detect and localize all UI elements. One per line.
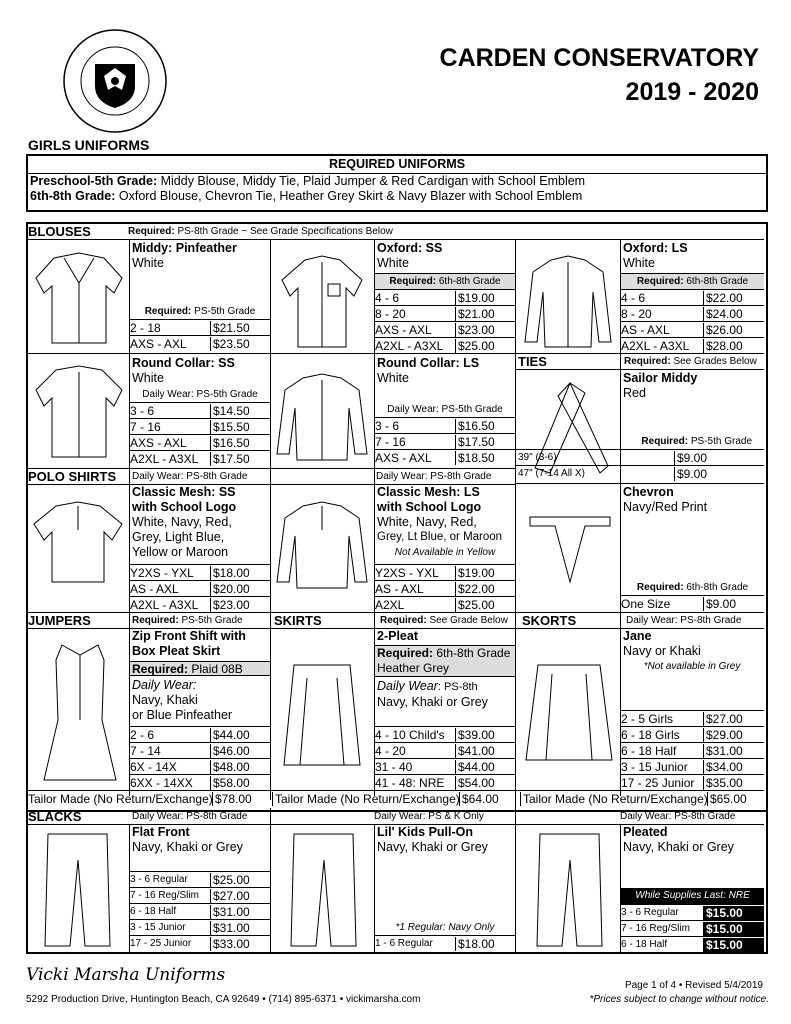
- price-row: [130, 887, 270, 903]
- price-row: [130, 774, 270, 790]
- size: 3 - 6 Regular: [130, 874, 188, 885]
- size: AXS - AXL: [130, 336, 187, 351]
- tailor-price: $78.00: [212, 792, 272, 806]
- section-heading: TIES: [518, 354, 547, 369]
- polo-ss-illustration: [32, 500, 124, 590]
- school-year: 2019 - 2020: [625, 78, 759, 106]
- price-row: [130, 450, 270, 466]
- daily-wear-note: Daily Wear: PS & K Only: [374, 811, 484, 822]
- size: 6 - 18 Half: [130, 906, 177, 917]
- jumper-illustration: [40, 640, 120, 790]
- tailor-label: Tailor Made (No Return/Exchange): [28, 792, 213, 806]
- req-label: Required:: [641, 436, 689, 447]
- tailor-label: Tailor Made (No Return/Exchange): [272, 792, 459, 806]
- required-title: REQUIRED UNIFORMS: [28, 156, 766, 174]
- size: 7 - 16: [375, 434, 406, 449]
- availability-note: Not Available in Yellow: [394, 547, 496, 558]
- daily-wear-note: Daily Wear: PS-5th Grade: [142, 389, 258, 400]
- size: 47" (7-14 All X): [518, 468, 585, 479]
- price-row: [130, 418, 270, 434]
- kids-note: *1 Regular: Navy Only: [395, 922, 495, 933]
- price: $21.50: [210, 321, 250, 335]
- price-row: [375, 417, 515, 433]
- tailor-label: Tailor Made (No Return/Exchange): [520, 792, 707, 806]
- price-row: [621, 758, 764, 774]
- size: 4 - 6: [621, 290, 646, 305]
- price: $54.00: [455, 776, 495, 790]
- req-text: See Grade Below: [426, 615, 508, 626]
- req-label: Required:: [377, 646, 434, 660]
- price-row: [130, 319, 270, 335]
- size: 2 - 6: [130, 727, 155, 742]
- section-title: GIRLS UNIFORMS: [28, 137, 150, 153]
- price-row: [375, 449, 515, 465]
- grade-label: Preschool-5th Grade:: [30, 174, 158, 188]
- price: $44.00: [210, 728, 250, 742]
- slacks-header: [28, 809, 764, 825]
- item-name: Box Pleat Skirt: [132, 644, 221, 658]
- section-heading: JUMPERS: [28, 613, 91, 628]
- col-divider: [515, 808, 516, 952]
- price: $29.00: [703, 728, 743, 742]
- price: $26.00: [703, 323, 743, 337]
- req-text: PS-5th Grade: [178, 615, 243, 626]
- size: 3 - 6: [130, 403, 155, 418]
- size: A2XL - A3XL: [130, 597, 199, 612]
- item-name: Pleated: [623, 825, 668, 839]
- size: AS - AXL: [375, 581, 424, 596]
- col-divider: [270, 808, 271, 952]
- price: $23.00: [210, 598, 250, 612]
- price-row: [621, 289, 764, 305]
- size: 3 - 15 Junior: [621, 759, 688, 774]
- price: $39.00: [455, 728, 495, 742]
- price-row: [621, 321, 764, 337]
- round-collar-ls-illustration: [275, 372, 370, 467]
- price: $19.00: [455, 566, 495, 580]
- req-text: Plaid 08B: [188, 662, 243, 676]
- price: $31.00: [210, 905, 250, 919]
- req-text: 6th-8th Grade: [433, 646, 511, 660]
- price-row: [375, 935, 515, 951]
- price: $23.50: [210, 337, 250, 351]
- school-name: CARDEN CONSERVATORY: [439, 44, 759, 72]
- price: $58.00: [210, 776, 250, 790]
- price-row: [130, 402, 270, 418]
- item-color: Navy, Khaki: [132, 693, 198, 707]
- item-name: Flat Front: [132, 825, 190, 839]
- polo-ls-illustration: [275, 500, 370, 595]
- req-label: Required:: [380, 615, 427, 626]
- section-heading: BLOUSES: [28, 224, 91, 239]
- size: 6XX - 14XX: [130, 775, 193, 790]
- size: 4 - 10 Child's: [375, 727, 445, 742]
- item-name: Round Collar: SS: [132, 356, 235, 370]
- req-label: Required:: [636, 276, 684, 287]
- price: $14.50: [210, 404, 250, 418]
- size: 17 - 25 Junior: [130, 938, 192, 949]
- price-row: [621, 936, 764, 952]
- round-collar-ss-illustration: [34, 362, 124, 467]
- size: AXS - AXL: [375, 450, 432, 465]
- price: $18.50: [455, 451, 495, 465]
- price-row: [621, 305, 764, 321]
- size: 3 - 6: [375, 418, 400, 433]
- size: Y2XS - YXL: [130, 565, 194, 580]
- price-row: [375, 433, 515, 449]
- price-row: [375, 305, 515, 321]
- daily-wear-note: Daily Wear: PS-8th Grade: [132, 811, 248, 822]
- req-label: Required:: [132, 615, 179, 626]
- req-text: 6th-8th Grade: [436, 276, 501, 287]
- item-color: White: [377, 256, 409, 270]
- price: $33.00: [210, 937, 250, 951]
- item-color: White, Navy, Red,: [377, 515, 477, 529]
- daily-wear-note: Daily Wear: PS-8th Grade: [376, 471, 492, 482]
- grade-requirement: Oxford Blouse, Chevron Tie, Heather Grey Skirt & Navy Blazer with School Emblem: [115, 189, 583, 203]
- item-color: Navy, Khaki or Grey: [377, 840, 488, 854]
- size: AXS - AXL: [375, 322, 432, 337]
- size: 31 - 40: [375, 759, 413, 774]
- size: Y2XS - YXL: [375, 565, 439, 580]
- price: $24.00: [703, 307, 743, 321]
- price-row: [621, 904, 764, 920]
- item-color: Yellow or Maroon: [132, 545, 229, 559]
- size: 2 - 18: [130, 320, 161, 335]
- daily-wear-label: Daily Wear: [377, 679, 438, 693]
- req-text: PS-8th Grade ~ See Grade Specifications Below: [174, 226, 393, 237]
- price-row: [130, 919, 270, 935]
- item-name: with School Logo: [132, 500, 237, 514]
- price-row: [621, 595, 764, 611]
- tailor-row: [28, 790, 764, 807]
- item-name: with School Logo: [377, 500, 482, 514]
- price: $22.00: [703, 291, 743, 305]
- price: $16.50: [210, 436, 250, 450]
- school-logo: [62, 28, 168, 134]
- daily-wear-note: Daily Wear: PS-8th Grade: [620, 811, 736, 822]
- price-row: [130, 758, 270, 774]
- price-row: [130, 871, 270, 887]
- req-label: Required:: [144, 306, 192, 317]
- item-color: or Blue Pinfeather: [132, 708, 233, 722]
- price-row: [130, 596, 270, 612]
- price: $9.00: [674, 451, 707, 465]
- price: $20.00: [210, 582, 250, 596]
- size: 2 - 5 Girls: [621, 711, 674, 726]
- bottoms-header: [28, 612, 764, 629]
- price: $15.50: [210, 420, 250, 434]
- price: $18.00: [455, 937, 495, 951]
- price: $19.00: [455, 291, 495, 305]
- price: $17.50: [210, 452, 250, 466]
- req-text: See Grades Below: [670, 356, 757, 367]
- daily-wear-label: Daily Wear:: [132, 678, 197, 692]
- price-row: [130, 335, 270, 351]
- item-color: Navy or Khaki: [623, 644, 701, 658]
- price: $44.00: [455, 760, 495, 774]
- middy-blouse-illustration: [34, 248, 124, 353]
- price: $25.00: [455, 339, 495, 353]
- price: $27.00: [703, 712, 743, 726]
- price-row: [130, 935, 270, 951]
- item-name: Classic Mesh: SS: [132, 485, 236, 499]
- section-heading: SKIRTS: [274, 613, 322, 628]
- tailor-price: $65.00: [707, 792, 747, 806]
- size: AXS - AXL: [130, 435, 187, 450]
- chevron-tie-illustration: [525, 512, 615, 592]
- item-name: Oxford: LS: [623, 241, 688, 255]
- price-row: [375, 726, 515, 742]
- size: 8 - 20: [621, 306, 652, 321]
- daily-wear-note: Daily Wear: PS-5th Grade: [387, 404, 503, 415]
- req-label: Required:: [389, 276, 437, 287]
- size: 6 - 18 Half: [621, 743, 677, 758]
- req-label: Required:: [132, 662, 189, 676]
- item-name: Classic Mesh: LS: [377, 485, 480, 499]
- price: $35.00: [703, 776, 743, 790]
- price-row: [516, 449, 764, 465]
- size: AS - AXL: [130, 581, 179, 596]
- size: AS - AXL: [621, 322, 670, 337]
- item-color: Navy, Khaki or Grey: [623, 840, 734, 854]
- price-row: [375, 337, 515, 353]
- daily-wear-grade: : PS-8th: [437, 681, 478, 693]
- price-row: [375, 758, 515, 774]
- item-name: Chevron: [623, 485, 674, 499]
- size: 3 - 6 Regular: [621, 907, 679, 918]
- address: 5292 Production Drive, Huntington Beach, CA 92649 • (714) 895-6371 • vickimarsha.com: [26, 994, 421, 1005]
- brand-name: Vicki Marsha Uniforms: [26, 965, 226, 985]
- price-row: [130, 564, 270, 580]
- price: $15.00: [703, 906, 764, 920]
- size: A2XL - A3XL: [375, 338, 444, 353]
- req-label: Required:: [128, 226, 175, 237]
- item-color: White: [623, 256, 655, 270]
- size: 8 - 20: [375, 306, 406, 321]
- size: 7 - 14: [130, 743, 161, 758]
- price-row: [130, 726, 270, 742]
- daily-wear-note: Daily Wear: PS-8th Grade: [626, 615, 742, 626]
- price-row: [375, 742, 515, 758]
- size: A2XL - A3XL: [130, 451, 199, 466]
- req-text: PS-5th Grade: [688, 436, 752, 447]
- size: 6 - 18 Half: [621, 939, 668, 950]
- oxford-ls-illustration: [523, 252, 613, 357]
- price: $22.00: [455, 582, 495, 596]
- blouses-header: [28, 224, 764, 240]
- required-uniforms-box: [26, 154, 768, 212]
- section-heading: SKORTS: [522, 613, 577, 628]
- item-color: Navy, Khaki or Grey: [132, 840, 243, 854]
- col-divider: [515, 240, 516, 808]
- item-color: Grey, Lt Blue, or Maroon: [377, 531, 503, 543]
- price: $15.00: [703, 938, 764, 952]
- price: $16.50: [455, 419, 495, 433]
- item-color: Red: [623, 386, 646, 400]
- size: 17 - 25 Junior: [621, 775, 695, 790]
- item-color: White: [132, 371, 164, 385]
- price-note: *Prices subject to change without notice.: [589, 994, 769, 1005]
- req-text: PS-5th Grade: [191, 306, 256, 317]
- price: $25.00: [455, 598, 495, 612]
- price: $9.00: [703, 597, 736, 611]
- price: $34.00: [703, 760, 743, 774]
- size: 1 - 6 Regular: [375, 938, 433, 949]
- size: A2XL - A3XL: [621, 338, 690, 353]
- price-row: [375, 289, 515, 305]
- price-row: [375, 596, 515, 612]
- price: $18.00: [210, 566, 250, 580]
- size: 6 - 18 Girls: [621, 727, 680, 742]
- price: $17.50: [455, 435, 495, 449]
- item-name: Oxford: SS: [377, 241, 443, 255]
- price-row: [621, 774, 764, 790]
- size: 4 - 20: [375, 743, 406, 758]
- price-row: [621, 726, 764, 742]
- price-row: [130, 742, 270, 758]
- item-name: Jane: [623, 629, 652, 643]
- price: $23.00: [455, 323, 495, 337]
- row-divider: [516, 483, 764, 484]
- price: $31.00: [210, 921, 250, 935]
- price: $27.00: [210, 889, 250, 903]
- price-row: [130, 434, 270, 450]
- daily-wear-note: Daily Wear: PS-8th Grade: [132, 471, 248, 482]
- oxford-ss-illustration: [280, 252, 365, 357]
- size: 4 - 6: [375, 290, 400, 305]
- price: $9.00: [674, 467, 707, 481]
- item-color: Grey, Light Blue,: [132, 530, 225, 544]
- item-color: Navy/Red Print: [623, 500, 708, 514]
- price-row: [375, 580, 515, 596]
- price-row: [621, 710, 764, 726]
- req-text: 6th-8th Grade: [683, 276, 749, 287]
- size: 41 - 48: NRE: [375, 775, 445, 790]
- size: 7 - 16: [130, 419, 161, 434]
- size: One Size: [621, 596, 671, 611]
- price: $25.00: [210, 873, 250, 887]
- price-row: [621, 920, 764, 936]
- item-name: Lil' Kids Pull-On: [377, 825, 474, 839]
- req-text: 6th-8th Grade: [683, 582, 749, 593]
- price-row: [375, 564, 515, 580]
- section-heading: SLACKS: [28, 809, 82, 824]
- price: $41.00: [455, 744, 495, 758]
- tailor-price: $64.00: [459, 792, 520, 806]
- item-color: Navy, Khaki or Grey: [377, 695, 488, 709]
- price-row: [375, 321, 515, 337]
- price: $21.00: [455, 307, 495, 321]
- price: $15.00: [703, 922, 764, 936]
- skort-illustration: [524, 660, 614, 770]
- size: 3 - 15 Junior: [130, 922, 186, 933]
- item-color: White: [132, 256, 164, 270]
- size: 6X - 14X: [130, 759, 177, 774]
- item-name: Sailor Middy: [623, 371, 698, 385]
- ties-header: [516, 354, 764, 370]
- section-heading: POLO SHIRTS: [28, 469, 117, 484]
- item-name: Middy: Pinfeather: [132, 241, 237, 255]
- grade-requirement: Middy Blouse, Middy Tie, Plaid Jumper & Red Cardigan with School Emblem: [157, 174, 586, 188]
- price: $46.00: [210, 744, 250, 758]
- req-label: Required:: [636, 582, 684, 593]
- price-row: [130, 903, 270, 919]
- size: 7 - 16 Reg/Slim: [130, 890, 199, 901]
- price: $31.00: [703, 744, 743, 758]
- skirt-illustration: [282, 660, 362, 775]
- polo-header: [28, 468, 516, 485]
- page-info: Page 1 of 4 • Revised 5/4/2019: [624, 980, 763, 991]
- supplies-banner: While Supplies Last: NRE: [621, 888, 764, 904]
- price: $48.00: [210, 760, 250, 774]
- price-row: [130, 580, 270, 596]
- size: 7 - 16 Reg/Slim: [621, 923, 690, 934]
- availability-note: *Not available in Grey: [643, 661, 741, 672]
- price-row: [516, 465, 764, 481]
- col-divider: [270, 240, 271, 800]
- item-name: Zip Front Shift with: [132, 629, 246, 643]
- grade-label: 6th-8th Grade:: [30, 189, 116, 203]
- size: A2XL: [375, 597, 405, 612]
- item-name: Round Collar: LS: [377, 356, 480, 370]
- price: $28.00: [703, 339, 743, 353]
- size: 39" (3-6): [518, 452, 557, 463]
- price-row: [621, 337, 764, 353]
- price-row: [375, 774, 515, 790]
- item-color: White: [377, 371, 409, 385]
- req-label: Required:: [624, 356, 671, 367]
- item-color: White, Navy, Red,: [132, 515, 232, 529]
- item-name: 2-Pleat: [377, 629, 418, 643]
- price-row: [621, 742, 764, 758]
- item-color: Heather Grey: [377, 661, 450, 675]
